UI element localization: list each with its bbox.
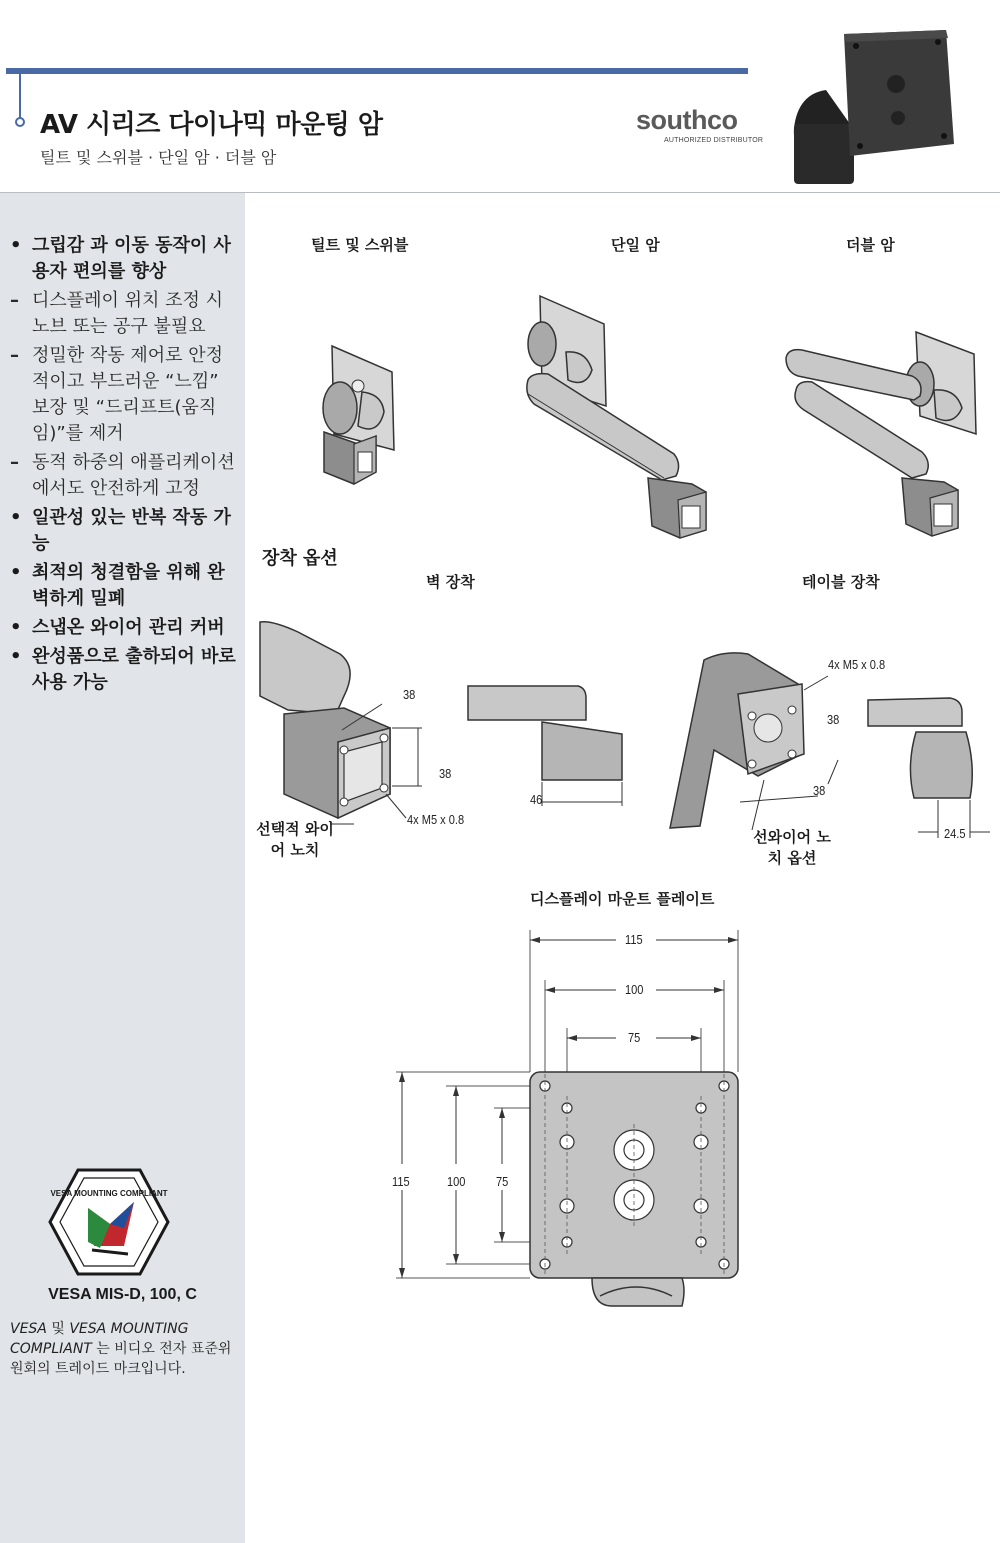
product-photo [786,28,990,192]
plate-dim-100-v: 100 [447,1174,466,1189]
plate-dim-75-h: 75 [628,1030,641,1045]
accent-line [19,74,21,120]
feature-item: • 최적의 청결함을 위해 완벽하게 밀폐 [10,562,225,609]
wall-mount-illustration [258,618,418,830]
table-dim-width: 38 [813,783,826,798]
wire-notch-option-label: 선와이어 노치 옵션 [753,828,831,867]
table-mount-label: 테이블 장착 [802,573,880,591]
plate-dim-115-h: 115 [625,932,643,947]
feature-item: • 그립감 과 이동 동작이 사용자 편의를 향상 [10,235,231,282]
double-arm-illustration [782,330,978,538]
table-mount-illustration [668,650,840,832]
plate-dim-75-v: 75 [496,1174,509,1189]
feature-list [8,233,240,699]
vesa-trademark-note: VESA 및 VESA MOUNTING COMPLIANT 는 비디오 전자 표준위원회의 트레이드 마크입니다. [10,1321,232,1377]
plate-title: 디스플레이 마운트 플레이트 [530,890,715,908]
wall-side-dim: 46 [530,792,543,807]
table-screw-spec: 4x M5 x 0.8 [828,657,886,672]
table-side-dim: 24.5 [944,826,966,841]
feature-subitem: – 디스플레이 위치 조정 시 노브 또는 공구 불필요 [10,290,224,337]
tilt-swivel-illustration [318,344,398,484]
page-header [0,0,1000,192]
brand-logo: southco [636,105,738,135]
single-arm-illustration [522,294,708,538]
page-subtitle: 틸트 및 스위블 · 단일 암 · 더블 암 [40,148,277,167]
plate-dim-100-h: 100 [625,982,644,997]
single-arm-label: 단일 암 [611,236,660,254]
brand-tagline: AUTHORIZED DISTRIBUTOR [664,137,764,144]
plate-dim-115-v: 115 [392,1174,410,1189]
wall-dim-depth: 38 [439,766,452,781]
badge-text: VESA MOUNTING COMPLIANT [50,1189,168,1198]
wall-mount-label: 벽 장착 [426,573,475,591]
feature-item: • 스냅온 와이어 관리 커버 [10,617,225,638]
tilt-swivel-label: 틸트 및 스위블 [311,236,409,254]
table-mount-side-view [866,696,994,840]
feature-subitem: – 동적 하중의 애플리케이션에서도 안전하게 고정 [10,452,235,499]
vesa-caption: VESA MIS-D, 100, C [48,1286,197,1303]
table-dim-height: 38 [827,712,840,727]
double-arm-label: 더블 암 [846,236,895,254]
mount-plate-drawing [396,928,744,1310]
optional-wire-notch-label: 선택적 와이어 노치 [256,820,334,859]
feature-subitem: – 정밀한 작동 제어로 안정적이고 부드러운 “느낌” 보장 및 “드리프트(움직임)”를 제거 [10,345,224,444]
mounting-options-title: 장착 옵션 [262,548,338,569]
feature-sidebar [0,193,245,1543]
feature-item: • 일관성 있는 반복 작동 가능 [10,507,231,554]
accent-bar [6,68,748,74]
vesa-compliant-badge [48,1168,170,1276]
page-title: AV 시리즈 다이나믹 마운팅 암 [40,110,383,140]
wall-mount-side-view [466,682,624,810]
wall-dim-width: 38 [403,687,416,702]
accent-dot [15,117,25,127]
wall-screw-spec: 4x M5 x 0.8 [407,812,465,827]
feature-item: • 완성품으로 출하되어 바로 사용 가능 [10,646,236,693]
